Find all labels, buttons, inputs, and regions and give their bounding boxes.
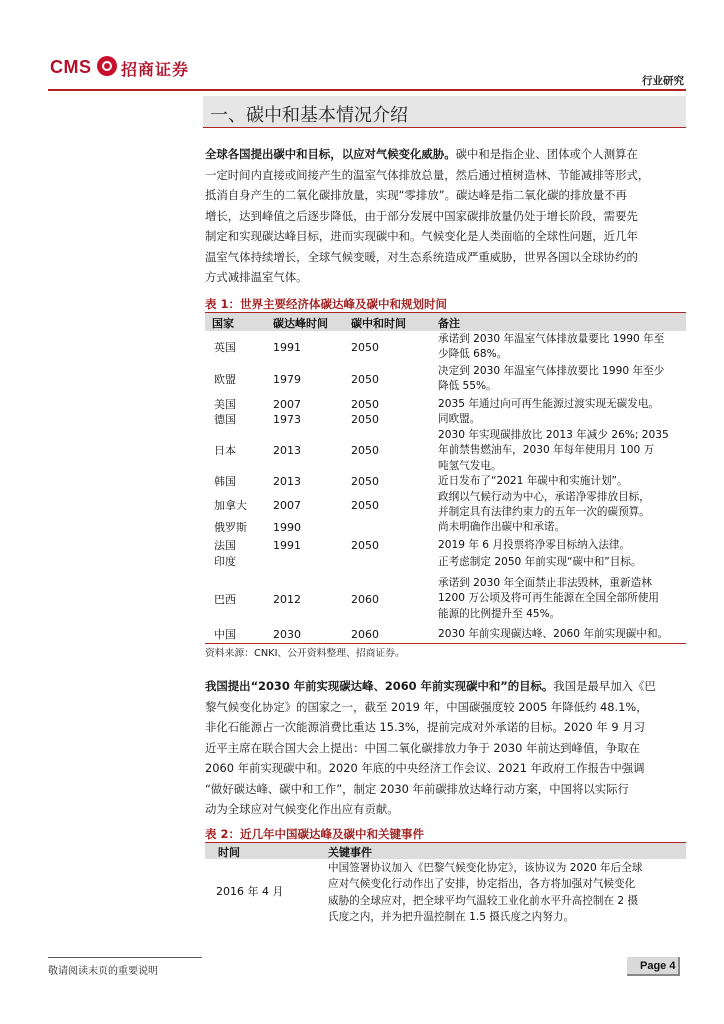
table1-cell-country: 德国 xyxy=(214,413,236,426)
table1-cell-peak: 1991 xyxy=(273,341,301,354)
table1-cell-neutral: 2050 xyxy=(351,413,379,426)
company-logo xyxy=(50,55,200,81)
footer-divider xyxy=(48,957,202,958)
table2-header-event: 关键事件 xyxy=(328,846,372,859)
table1-cell-note: 正考虑制定 2050 年前实现“碳中和”目标。 xyxy=(438,556,642,568)
table1-cell-note: 2019 年 6 月投票将净零目标纳入法律。 xyxy=(438,539,631,551)
paragraph-china xyxy=(205,676,686,820)
table1-cell-neutral: 2060 xyxy=(351,593,379,606)
table1-cell-neutral: 2050 xyxy=(351,539,379,552)
table1-cell-country: 英国 xyxy=(214,341,236,354)
paragraph-lead: 我国提出“2030 年前实现碳达峰、2060 年前实现碳中和”的目标。 xyxy=(205,679,554,693)
table1-cell-country: 巴西 xyxy=(214,593,236,606)
table1-cell-country: 加拿大 xyxy=(214,499,247,512)
table1-cell-country: 韩国 xyxy=(214,475,236,488)
paragraph-line: 制定和实现碳达峰目标，进而实现碳中和。气候变化是人类面临的全球性问题，近几年 xyxy=(205,229,638,243)
table1-cell-peak: 2030 xyxy=(273,628,301,641)
table1-cell-note: 近日发布了“2021 年碳中和实施计划”。 xyxy=(438,475,628,487)
paragraph-line: 黎气候变化协定》的国家之一，截至 2019 年，中国碳强度较 2005 年降低约 48.1%， xyxy=(205,699,648,714)
table1-cell-note: 承诺到 2030 年全面禁止非法毁林，重新造林 1200 万公顷及将可再生能源在全国全部所使用 能源的比例提升至 45%。 xyxy=(438,577,660,620)
table1-cell-neutral: 2050 xyxy=(351,398,379,411)
table1-cell-neutral: 2050 xyxy=(351,444,379,457)
table1-bottom-rule xyxy=(205,643,686,644)
section-title: 一、碳中和基本情况介绍 xyxy=(210,105,408,126)
footer-disclaimer: 敬请阅读末页的重要说明 xyxy=(48,966,158,977)
table1-cell-peak: 1990 xyxy=(273,521,301,534)
table1-cell-peak: 2007 xyxy=(273,398,301,411)
paragraph-intro xyxy=(205,144,686,288)
paragraph-line: 全球各国提出碳中和目标，以应对气候变化威胁。碳中和是指企业、团体或个人测算在 xyxy=(205,147,638,161)
header-divider xyxy=(48,89,686,91)
table1-cell-neutral: 2050 xyxy=(351,499,379,512)
table1-cell-peak: 1979 xyxy=(273,373,301,386)
logo-text: CMS xyxy=(50,57,92,77)
table1-cell-country: 法国 xyxy=(214,539,236,552)
table2-header-row xyxy=(205,843,686,859)
table1-cell-peak: 2013 xyxy=(273,475,301,488)
header-section-label: 行业研究 xyxy=(642,75,684,87)
table1-cell-note: 同欧盟。 xyxy=(438,413,481,425)
paragraph-lead: 全球各国提出碳中和目标，以应对气候变化威胁。 xyxy=(205,147,456,161)
table2-header-time: 时间 xyxy=(218,846,240,859)
table1-header-country: 国家 xyxy=(212,317,234,330)
table1-caption: 表 1：世界主要经济体碳达峰及碳中和规划时间 xyxy=(205,297,448,311)
paragraph-line: 2060 年前实现碳中和。2020 年底的中央经济工作会议、2021 年政府工作报告中强调 xyxy=(205,761,645,775)
table1-cell-peak: 2007 xyxy=(273,499,301,512)
paragraph-line: “做好碳达峰、碳中和工作”，制定 2030 年前碳排放达峰行动方案，中国将以实际行 xyxy=(205,781,629,796)
table1-cell-country: 美国 xyxy=(214,398,236,411)
logo-mark-icon xyxy=(97,56,117,76)
paragraph-line: 温室气体持续增长，全球气候变暖，对生态系统造成严重威胁，世界各国以全球协约的 xyxy=(205,249,638,264)
paragraph-line: 非化石能源占一次能源消费比重达 15.3%，提前完成对外承诺的目标。2020 年 9 月习 xyxy=(205,720,646,734)
section-title-underline xyxy=(203,127,686,128)
paragraph-line: 动为全球应对气候变化作出应有贡献。 xyxy=(205,802,399,816)
table1-cell-peak: 2013 xyxy=(273,444,301,457)
table1-cell-note: 尚未明确作出碳中和承诺。 xyxy=(438,521,566,533)
table1-source: 资料来源：CNKI、公开资料整理、招商证券。 xyxy=(205,648,405,659)
table1-cell-country: 日本 xyxy=(214,444,236,457)
paragraph-line: 增长，达到峰值之后逐步降低，由于部分发展中国家碳排放量仍处于增长阶段，需要先 xyxy=(205,208,638,223)
table2-caption: 表 2：近几年中国碳达峰及碳中和关键事件 xyxy=(205,827,425,841)
table1-header-neutral: 碳中和时间 xyxy=(351,317,406,330)
page-number-badge xyxy=(627,957,680,976)
table1-cell-note: 2030 年实现碳排放比 2013 年减少 26%; 2035 年前禁售燃油车，2030 年每年使用月 100 万 吨氢气发电。 xyxy=(438,429,669,472)
table1-cell-neutral: 2050 xyxy=(351,341,379,354)
table1-cell-country: 中国 xyxy=(214,628,236,641)
table1-cell-peak: 2012 xyxy=(273,593,301,606)
table1-cell-country: 印度 xyxy=(214,555,236,568)
table1-header-peak: 碳达峰时间 xyxy=(273,317,328,330)
table1-cell-neutral: 2050 xyxy=(351,373,379,386)
section-title-box xyxy=(203,96,686,128)
paragraph-line: 我国提出“2030 年前实现碳达峰、2060 年前实现碳中和”的目标。我国是最早加入《巴 xyxy=(205,679,656,693)
table1-cell-peak: 1973 xyxy=(273,413,301,426)
paragraph-line: 一定时间内直接或间接产生的温室气体排放总量，然后通过植树造林、节能减排等形式， xyxy=(205,167,650,182)
table1-cell-note: 决定到 2030 年温室气体排放要比 1990 年至少 降低 55%。 xyxy=(438,365,665,393)
table1-cell-note: 承诺到 2030 年温室气体排放量要比 1990 年至 少降低 68%。 xyxy=(438,333,665,361)
table1-cell-country: 欧盟 xyxy=(214,373,236,386)
logo-cn-text: 招商证券 xyxy=(121,60,190,79)
table1-cell-note: 政纲以气候行动为中心，承诺净零排放目标， 并制定具有法律约束力的五年一次的碳预算。 xyxy=(438,491,650,519)
table1-header-note: 备注 xyxy=(438,317,460,330)
table2-cell-event: 中国签署协议加入《巴黎气候变化协定》，该协议为 2020 年后全球 应对气候变化行动作出了安排，协定指出，各方将加强对气候变化 威胁的全球应对，把全球平均气温较工业化前水平升高控制在 2 摄 氏度之内，并为把升温控制在 1.5 摄氏度之内努力。 xyxy=(328,862,643,924)
paragraph-line: 方式减排温室气体。 xyxy=(205,270,308,284)
table1-cell-country: 俄罗斯 xyxy=(214,521,247,534)
table1-cell-note: 2030 年前实现碳达峰、2060 年前实现碳中和。 xyxy=(438,628,669,640)
table1-cell-peak: 1991 xyxy=(273,539,301,552)
paragraph-line: 抵消自身产生的二氧化碳排放量，实现“零排放”。碳达峰是指二氧化碳的排放量不再 xyxy=(205,188,627,202)
table1-cell-neutral: 2060 xyxy=(351,628,379,641)
page-number: Page 4 xyxy=(640,960,676,972)
table1-cell-neutral: 2050 xyxy=(351,475,379,488)
table2-cell-time: 2016 年 4 月 xyxy=(216,885,284,898)
table1-cell-note: 2035 年通过向可再生能源过渡实现无碳发电。 xyxy=(438,398,660,410)
paragraph-line: 近平主席在联合国大会上提出：中国二氧化碳排放力争于 2030 年前达到峰值，争取在 xyxy=(205,740,640,755)
